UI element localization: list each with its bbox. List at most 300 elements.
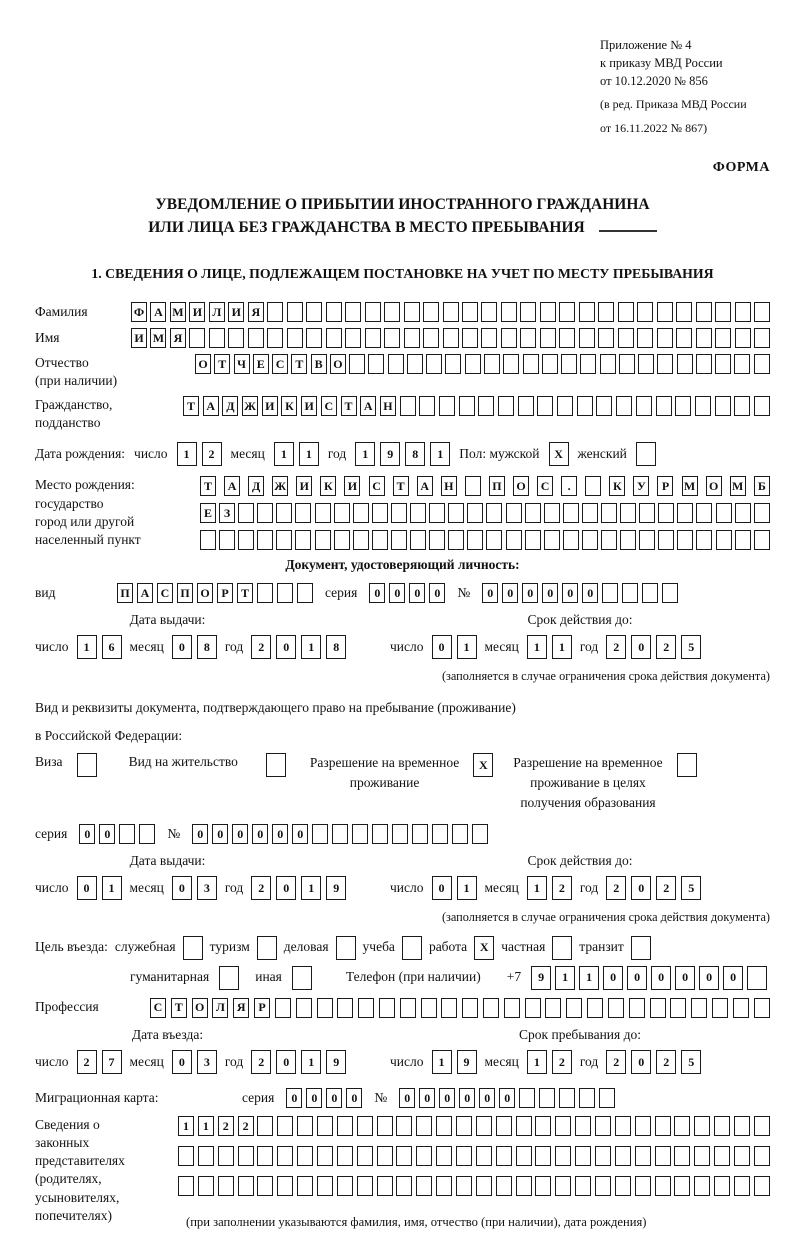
cell[interactable] bbox=[642, 583, 658, 603]
cell[interactable]: С bbox=[157, 583, 173, 603]
cell[interactable]: 1 bbox=[198, 1116, 214, 1136]
cell[interactable] bbox=[416, 1176, 432, 1196]
cell[interactable] bbox=[735, 302, 751, 322]
cell[interactable]: 0 bbox=[346, 1088, 362, 1108]
cell[interactable] bbox=[555, 1116, 571, 1136]
cell[interactable]: 9 bbox=[457, 1050, 477, 1074]
cell[interactable] bbox=[629, 998, 645, 1018]
cell[interactable] bbox=[183, 936, 203, 960]
cell[interactable]: 0 bbox=[432, 635, 452, 659]
entry-year-cells[interactable] bbox=[251, 1050, 346, 1074]
cell[interactable]: 5 bbox=[681, 1050, 701, 1074]
cell[interactable] bbox=[601, 530, 617, 550]
cell[interactable] bbox=[353, 530, 369, 550]
cell[interactable] bbox=[555, 1176, 571, 1196]
cell[interactable] bbox=[639, 503, 655, 523]
cell[interactable] bbox=[674, 1176, 690, 1196]
cell[interactable]: Я bbox=[248, 302, 264, 322]
cell[interactable] bbox=[657, 302, 673, 322]
cell[interactable] bbox=[694, 1176, 710, 1196]
cell[interactable] bbox=[696, 503, 712, 523]
cell[interactable] bbox=[662, 583, 678, 603]
cell[interactable] bbox=[465, 476, 481, 496]
cell[interactable]: 2 bbox=[606, 635, 626, 659]
cell[interactable]: 1 bbox=[457, 635, 477, 659]
cell[interactable] bbox=[734, 1116, 750, 1136]
sex-female-checkbox[interactable] bbox=[636, 442, 656, 466]
cell[interactable] bbox=[587, 998, 603, 1018]
cell[interactable]: 0 bbox=[306, 1088, 322, 1108]
cell[interactable] bbox=[277, 1116, 293, 1136]
cell[interactable] bbox=[297, 1176, 313, 1196]
cell[interactable] bbox=[287, 302, 303, 322]
cell[interactable]: О bbox=[330, 354, 346, 374]
cell[interactable]: Е bbox=[253, 354, 269, 374]
cell[interactable] bbox=[410, 503, 426, 523]
patronymic-cells[interactable] bbox=[195, 354, 770, 374]
cell[interactable] bbox=[306, 302, 322, 322]
cell[interactable] bbox=[618, 302, 634, 322]
cell[interactable]: А bbox=[150, 302, 166, 322]
cell[interactable] bbox=[459, 396, 475, 416]
cell[interactable] bbox=[696, 530, 712, 550]
cell[interactable] bbox=[426, 354, 442, 374]
stay-year-cells[interactable] bbox=[606, 1050, 701, 1074]
cell[interactable] bbox=[715, 396, 731, 416]
profession-cells[interactable] bbox=[150, 998, 770, 1018]
cell[interactable] bbox=[637, 328, 653, 348]
cell[interactable]: 0 bbox=[459, 1088, 475, 1108]
cell[interactable] bbox=[735, 530, 751, 550]
cell[interactable] bbox=[306, 328, 322, 348]
cell[interactable] bbox=[504, 998, 520, 1018]
cell[interactable]: Т bbox=[237, 583, 253, 603]
cell[interactable]: И bbox=[131, 328, 147, 348]
stay-month-cells[interactable] bbox=[527, 1050, 572, 1074]
permit-valid-year-cells[interactable] bbox=[606, 876, 701, 900]
cell[interactable]: 2 bbox=[251, 1050, 271, 1074]
cell[interactable] bbox=[501, 328, 517, 348]
cell[interactable] bbox=[334, 503, 350, 523]
cell[interactable]: 0 bbox=[482, 583, 498, 603]
cell[interactable] bbox=[277, 1176, 293, 1196]
cell[interactable]: 0 bbox=[429, 583, 445, 603]
cell[interactable]: 1 bbox=[457, 876, 477, 900]
cell[interactable]: 0 bbox=[99, 824, 115, 844]
cell[interactable]: 0 bbox=[276, 876, 296, 900]
cell[interactable] bbox=[559, 328, 575, 348]
cell[interactable] bbox=[296, 998, 312, 1018]
cell[interactable]: 1 bbox=[177, 442, 197, 466]
cell[interactable] bbox=[276, 530, 292, 550]
cell[interactable] bbox=[559, 302, 575, 322]
cell[interactable] bbox=[292, 966, 312, 990]
cell[interactable]: 9 bbox=[380, 442, 400, 466]
cell[interactable] bbox=[266, 753, 286, 777]
cell[interactable] bbox=[579, 302, 595, 322]
cell[interactable] bbox=[429, 530, 445, 550]
cell[interactable] bbox=[483, 998, 499, 1018]
permit-issue-day-cells[interactable] bbox=[77, 876, 122, 900]
cell[interactable] bbox=[365, 302, 381, 322]
purpose-work-checkbox[interactable] bbox=[474, 936, 494, 960]
permit-issue-year-cells[interactable] bbox=[251, 876, 346, 900]
given-name-cells[interactable] bbox=[131, 328, 770, 348]
cell[interactable]: 1 bbox=[355, 442, 375, 466]
cell[interactable] bbox=[754, 354, 770, 374]
cell[interactable] bbox=[655, 1116, 671, 1136]
cell[interactable]: А bbox=[360, 396, 376, 416]
cell[interactable] bbox=[714, 1116, 730, 1136]
cell[interactable]: Д bbox=[222, 396, 238, 416]
cell[interactable] bbox=[257, 1116, 273, 1136]
cell[interactable] bbox=[601, 503, 617, 523]
cell[interactable] bbox=[535, 1176, 551, 1196]
cell[interactable] bbox=[423, 328, 439, 348]
legal-cells-line1[interactable] bbox=[178, 1116, 770, 1136]
cell[interactable]: Е bbox=[200, 503, 216, 523]
cell[interactable] bbox=[496, 1176, 512, 1196]
cell[interactable] bbox=[694, 1116, 710, 1136]
cell[interactable]: 1 bbox=[299, 442, 319, 466]
cell[interactable]: . bbox=[561, 476, 577, 496]
cell[interactable] bbox=[691, 998, 707, 1018]
cell[interactable] bbox=[448, 503, 464, 523]
cell[interactable]: С bbox=[369, 476, 385, 496]
cell[interactable]: 0 bbox=[699, 966, 719, 990]
cell[interactable]: X bbox=[549, 442, 569, 466]
cell[interactable] bbox=[315, 530, 331, 550]
cell[interactable] bbox=[503, 354, 519, 374]
cell[interactable] bbox=[372, 503, 388, 523]
cell[interactable] bbox=[467, 530, 483, 550]
doc-number-cells[interactable] bbox=[482, 583, 678, 603]
cell[interactable]: О bbox=[195, 354, 211, 374]
cell[interactable] bbox=[596, 396, 612, 416]
cell[interactable] bbox=[448, 530, 464, 550]
cell[interactable] bbox=[712, 998, 728, 1018]
cell[interactable]: 1 bbox=[274, 442, 294, 466]
birth-month-cells[interactable] bbox=[274, 442, 319, 466]
cell[interactable] bbox=[599, 1088, 615, 1108]
cell[interactable] bbox=[416, 1116, 432, 1136]
cell[interactable] bbox=[384, 328, 400, 348]
cell[interactable] bbox=[349, 354, 365, 374]
cell[interactable]: 2 bbox=[552, 1050, 572, 1074]
cell[interactable]: 0 bbox=[542, 583, 558, 603]
cell[interactable] bbox=[635, 1116, 651, 1136]
cell[interactable] bbox=[582, 530, 598, 550]
cell[interactable] bbox=[77, 753, 97, 777]
cell[interactable] bbox=[579, 328, 595, 348]
cell[interactable]: 2 bbox=[251, 635, 271, 659]
cell[interactable] bbox=[352, 824, 368, 844]
cell[interactable]: 1 bbox=[579, 966, 599, 990]
doc-issue-month-cells[interactable] bbox=[172, 635, 217, 659]
cell[interactable]: 0 bbox=[439, 1088, 455, 1108]
cell[interactable]: 1 bbox=[527, 876, 547, 900]
cell[interactable]: Н bbox=[441, 476, 457, 496]
cell[interactable]: 0 bbox=[499, 1088, 515, 1108]
cell[interactable]: 0 bbox=[502, 583, 518, 603]
cell[interactable] bbox=[714, 1176, 730, 1196]
cell[interactable]: А bbox=[203, 396, 219, 416]
cell[interactable] bbox=[248, 328, 264, 348]
cell[interactable] bbox=[754, 1176, 770, 1196]
cell[interactable] bbox=[462, 302, 478, 322]
cell[interactable] bbox=[566, 998, 582, 1018]
birthplace-cells-line2[interactable] bbox=[200, 503, 770, 523]
cell[interactable] bbox=[326, 302, 342, 322]
purpose-private-checkbox[interactable] bbox=[552, 936, 572, 960]
cell[interactable] bbox=[200, 530, 216, 550]
cell[interactable]: М bbox=[730, 476, 746, 496]
cell[interactable] bbox=[523, 354, 539, 374]
cell[interactable] bbox=[676, 302, 692, 322]
cell[interactable]: 8 bbox=[326, 635, 346, 659]
cell[interactable]: С bbox=[150, 998, 166, 1018]
cell[interactable]: 0 bbox=[582, 583, 598, 603]
cell[interactable] bbox=[620, 503, 636, 523]
cell[interactable] bbox=[747, 966, 767, 990]
cell[interactable] bbox=[582, 503, 598, 523]
cell[interactable] bbox=[540, 302, 556, 322]
residence-permit-checkbox[interactable] bbox=[266, 753, 286, 777]
cell[interactable] bbox=[297, 1116, 313, 1136]
cell[interactable] bbox=[357, 1116, 373, 1136]
cell[interactable]: 7 bbox=[102, 1050, 122, 1074]
cell[interactable]: 1 bbox=[301, 1050, 321, 1074]
cell[interactable] bbox=[657, 328, 673, 348]
cell[interactable]: 0 bbox=[326, 1088, 342, 1108]
entry-day-cells[interactable] bbox=[77, 1050, 122, 1074]
cell[interactable] bbox=[519, 1088, 535, 1108]
cell[interactable]: 1 bbox=[527, 1050, 547, 1074]
cell[interactable] bbox=[257, 1176, 273, 1196]
cell[interactable]: Ж bbox=[242, 396, 258, 416]
cell[interactable]: П bbox=[177, 583, 193, 603]
cell[interactable] bbox=[544, 530, 560, 550]
cell[interactable]: 0 bbox=[172, 876, 192, 900]
sex-male-checkbox[interactable] bbox=[549, 442, 569, 466]
cell[interactable] bbox=[579, 1088, 595, 1108]
cell[interactable]: 0 bbox=[286, 1088, 302, 1108]
cell[interactable] bbox=[615, 1116, 631, 1136]
cell[interactable] bbox=[695, 396, 711, 416]
cell[interactable] bbox=[456, 1176, 472, 1196]
cell[interactable] bbox=[677, 503, 693, 523]
cell[interactable] bbox=[257, 503, 273, 523]
cell[interactable]: Н bbox=[380, 396, 396, 416]
visa-checkbox[interactable] bbox=[77, 753, 97, 777]
cell[interactable] bbox=[277, 583, 293, 603]
cell[interactable]: И bbox=[301, 396, 317, 416]
cell[interactable] bbox=[716, 503, 732, 523]
cell[interactable] bbox=[542, 354, 558, 374]
cell[interactable] bbox=[295, 530, 311, 550]
cell[interactable] bbox=[754, 530, 770, 550]
cell[interactable] bbox=[257, 936, 277, 960]
cell[interactable] bbox=[388, 354, 404, 374]
cell[interactable]: Я bbox=[170, 328, 186, 348]
cell[interactable]: М bbox=[150, 328, 166, 348]
cell[interactable]: И bbox=[262, 396, 278, 416]
cell[interactable] bbox=[716, 530, 732, 550]
cell[interactable]: 0 bbox=[631, 635, 651, 659]
cell[interactable]: 1 bbox=[301, 635, 321, 659]
cell[interactable] bbox=[337, 1176, 353, 1196]
cell[interactable] bbox=[754, 396, 770, 416]
cell[interactable]: 1 bbox=[102, 876, 122, 900]
cell[interactable] bbox=[677, 530, 693, 550]
cell[interactable] bbox=[178, 1176, 194, 1196]
cell[interactable]: Л bbox=[209, 302, 225, 322]
cell[interactable] bbox=[561, 354, 577, 374]
entry-month-cells[interactable] bbox=[172, 1050, 217, 1074]
cell[interactable] bbox=[735, 503, 751, 523]
cell[interactable] bbox=[598, 302, 614, 322]
cell[interactable] bbox=[275, 998, 291, 1018]
cell[interactable]: А bbox=[417, 476, 433, 496]
temp-residence-edu-checkbox[interactable] bbox=[677, 753, 697, 777]
cell[interactable] bbox=[429, 503, 445, 523]
cell[interactable]: С bbox=[272, 354, 288, 374]
cell[interactable]: Б bbox=[754, 476, 770, 496]
cell[interactable]: О bbox=[197, 583, 213, 603]
cell[interactable]: О bbox=[192, 998, 208, 1018]
cell[interactable] bbox=[334, 530, 350, 550]
cell[interactable] bbox=[496, 1116, 512, 1136]
cell[interactable] bbox=[696, 328, 712, 348]
mig-series-cells[interactable] bbox=[286, 1088, 362, 1108]
cell[interactable] bbox=[501, 302, 517, 322]
cell[interactable] bbox=[337, 998, 353, 1018]
cell[interactable] bbox=[715, 354, 731, 374]
cell[interactable]: 0 bbox=[631, 1050, 651, 1074]
cell[interactable]: 1 bbox=[77, 635, 97, 659]
cell[interactable] bbox=[412, 824, 428, 844]
cell[interactable] bbox=[598, 328, 614, 348]
cell[interactable] bbox=[734, 396, 750, 416]
cell[interactable] bbox=[345, 328, 361, 348]
cell[interactable] bbox=[189, 328, 205, 348]
cell[interactable] bbox=[580, 354, 596, 374]
cell[interactable]: 0 bbox=[723, 966, 743, 990]
doc-valid-year-cells[interactable] bbox=[606, 635, 701, 659]
surname-cells[interactable] bbox=[131, 302, 770, 322]
cell[interactable] bbox=[733, 998, 749, 1018]
cell[interactable] bbox=[559, 1088, 575, 1108]
cell[interactable] bbox=[377, 1176, 393, 1196]
cell[interactable] bbox=[636, 396, 652, 416]
cell[interactable] bbox=[615, 1176, 631, 1196]
cell[interactable]: 2 bbox=[218, 1116, 234, 1136]
purpose-study-checkbox[interactable] bbox=[402, 936, 422, 960]
cell[interactable] bbox=[267, 302, 283, 322]
cell[interactable] bbox=[391, 530, 407, 550]
cell[interactable]: Т bbox=[393, 476, 409, 496]
cell[interactable] bbox=[520, 302, 536, 322]
cell[interactable]: 0 bbox=[562, 583, 578, 603]
cell[interactable]: Я bbox=[233, 998, 249, 1018]
cell[interactable]: 8 bbox=[197, 635, 217, 659]
cell[interactable]: 6 bbox=[102, 635, 122, 659]
cell[interactable] bbox=[481, 302, 497, 322]
permit-number-cells[interactable] bbox=[192, 824, 488, 844]
citizenship-cells[interactable] bbox=[183, 396, 770, 416]
cell[interactable]: 0 bbox=[409, 583, 425, 603]
permit-valid-day-cells[interactable] bbox=[432, 876, 477, 900]
cell[interactable]: Т bbox=[214, 354, 230, 374]
cell[interactable] bbox=[218, 1176, 234, 1196]
cell[interactable] bbox=[345, 302, 361, 322]
cell[interactable]: 2 bbox=[656, 1050, 676, 1074]
cell[interactable]: 0 bbox=[272, 824, 288, 844]
cell[interactable] bbox=[436, 1176, 452, 1196]
cell[interactable] bbox=[402, 936, 422, 960]
cell[interactable] bbox=[563, 530, 579, 550]
cell[interactable]: 0 bbox=[389, 583, 405, 603]
cell[interactable] bbox=[616, 396, 632, 416]
purpose-other-checkbox[interactable] bbox=[292, 966, 312, 990]
cell[interactable]: Л bbox=[212, 998, 228, 1018]
cell[interactable] bbox=[326, 328, 342, 348]
cell[interactable]: 0 bbox=[675, 966, 695, 990]
cell[interactable]: Р bbox=[657, 476, 673, 496]
cell[interactable]: О bbox=[706, 476, 722, 496]
cell[interactable] bbox=[379, 998, 395, 1018]
cell[interactable] bbox=[619, 354, 635, 374]
doc-valid-day-cells[interactable] bbox=[432, 635, 477, 659]
cell[interactable]: 1 bbox=[178, 1116, 194, 1136]
cell[interactable] bbox=[432, 824, 448, 844]
permit-series-cells[interactable] bbox=[79, 824, 155, 844]
cell[interactable] bbox=[677, 354, 693, 374]
cell[interactable] bbox=[312, 824, 328, 844]
cell[interactable] bbox=[317, 998, 333, 1018]
cell[interactable] bbox=[544, 503, 560, 523]
cell[interactable] bbox=[410, 530, 426, 550]
cell[interactable]: 0 bbox=[192, 824, 208, 844]
cell[interactable] bbox=[658, 530, 674, 550]
cell[interactable] bbox=[518, 396, 534, 416]
cell[interactable] bbox=[357, 1176, 373, 1196]
cell[interactable] bbox=[506, 503, 522, 523]
cell[interactable]: 2 bbox=[656, 876, 676, 900]
cell[interactable] bbox=[658, 503, 674, 523]
cell[interactable] bbox=[443, 302, 459, 322]
cell[interactable]: Д bbox=[248, 476, 264, 496]
cell[interactable]: И bbox=[296, 476, 312, 496]
cell[interactable] bbox=[676, 328, 692, 348]
cell[interactable]: О bbox=[513, 476, 529, 496]
cell[interactable]: В bbox=[311, 354, 327, 374]
cell[interactable]: 0 bbox=[603, 966, 623, 990]
cell[interactable] bbox=[735, 328, 751, 348]
cell[interactable] bbox=[238, 503, 254, 523]
cell[interactable] bbox=[295, 503, 311, 523]
cell[interactable]: Ч bbox=[234, 354, 250, 374]
cell[interactable]: 0 bbox=[212, 824, 228, 844]
cell[interactable]: А bbox=[224, 476, 240, 496]
cell[interactable] bbox=[456, 1116, 472, 1136]
cell[interactable]: 2 bbox=[656, 635, 676, 659]
cell[interactable] bbox=[396, 1176, 412, 1196]
cell[interactable]: 1 bbox=[555, 966, 575, 990]
cell[interactable]: П bbox=[489, 476, 505, 496]
cell[interactable] bbox=[631, 936, 651, 960]
cell[interactable] bbox=[465, 354, 481, 374]
